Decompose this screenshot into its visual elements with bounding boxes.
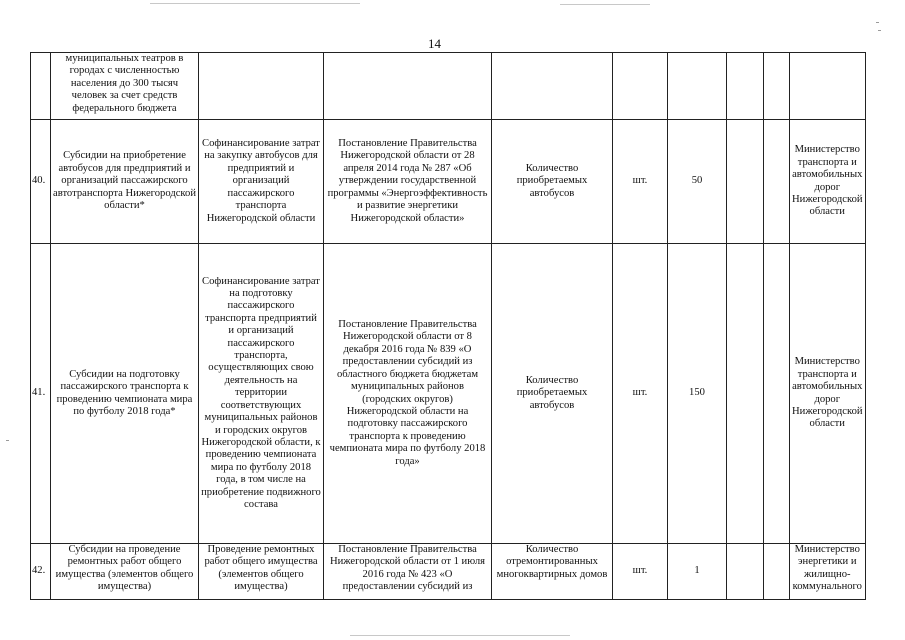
ministry xyxy=(790,53,866,120)
row-number xyxy=(31,53,51,120)
subsidy-name: Субсидии на проведение ремонтных работ общего имущества (элементов общего имущества) xyxy=(51,544,199,600)
row-number: 41. xyxy=(31,244,51,544)
scan-artifact xyxy=(350,635,570,636)
unit xyxy=(613,53,668,120)
row-number: 42. xyxy=(31,544,51,600)
indicator: Количество приобретаемых автобусов xyxy=(492,244,613,544)
legal-document: Постановление Правительства Нижегородской области от 8 декабря 2016 года № 839 «О предоставлении субсидий из областного бюджета бюджетам муниципальных районов (городских округов) Нижегородской области на подготовку пассажирского транспорта к проведению чемпионата мира по футболу 2018 года» xyxy=(324,244,492,544)
subsidy-purpose: Софинансирование затрат на подготовку пассажирского транспорта предприятий и организаций пассажирского транспорта, осуществляющих свою деятельность на территории соответствующих муниципальных районов и городских округов Нижегородской области, к проведению чемпионата мира по футболу 2018 года, в том числе на приобретение подвижного состава xyxy=(199,244,324,544)
table-row xyxy=(31,244,866,544)
empty-cell xyxy=(764,53,790,120)
subsidy-name: муниципальных театров в городах с численностью населения до 300 тысяч человек за счет средств федерального бюджета xyxy=(51,53,199,120)
unit: шт. xyxy=(613,244,668,544)
empty-cell xyxy=(764,120,790,244)
scan-artifact xyxy=(878,30,881,31)
unit: шт. xyxy=(613,120,668,244)
unit: шт. xyxy=(613,544,668,600)
target-value: 150 xyxy=(668,244,727,544)
scan-artifact xyxy=(876,22,879,23)
empty-cell xyxy=(764,244,790,544)
table-row xyxy=(31,544,866,600)
table-row xyxy=(31,120,866,244)
empty-cell xyxy=(727,53,764,120)
subsidy-purpose: Софинансирование затрат на закупку автобусов для предприятий и организаций пассажирского транспорта Нижегородской области xyxy=(199,120,324,244)
scan-artifact xyxy=(6,440,9,441)
empty-cell xyxy=(727,544,764,600)
subsidies-table xyxy=(30,52,866,600)
target-value xyxy=(668,53,727,120)
subsidy-purpose: Проведение ремонтных работ общего имущества (элементов общего имущества) xyxy=(199,544,324,600)
indicator xyxy=(492,53,613,120)
legal-document: Постановление Правительства Нижегородской области от 1 июля 2016 года № 423 «О предоставлении субсидий из xyxy=(324,544,492,600)
scan-artifact xyxy=(150,3,360,4)
indicator: Количество приобретаемых автобусов xyxy=(492,120,613,244)
ministry: Министерство энергетики и жилищно-коммунального xyxy=(790,544,866,600)
subsidy-name: Субсидии на подготовку пассажирского транспорта к проведению чемпионата мира по футболу 2018 года* xyxy=(51,244,199,544)
scan-artifact xyxy=(560,4,650,5)
subsidy-name: Субсидии на приобретение автобусов для предприятий и организаций пассажирского автотранспорта Нижегородской области* xyxy=(51,120,199,244)
ministry: Министерство транспорта и автомобильных дорог Нижегородской области xyxy=(790,120,866,244)
target-value: 50 xyxy=(668,120,727,244)
legal-document: Постановление Правительства Нижегородской области от 28 апреля 2014 года № 287 «Об утверждении государственной программы «Энергоэффективность и развитие энергетики Нижегородской области» xyxy=(324,120,492,244)
empty-cell xyxy=(727,244,764,544)
subsidy-purpose xyxy=(199,53,324,120)
legal-document xyxy=(324,53,492,120)
table-row xyxy=(31,53,866,120)
target-value: 1 xyxy=(668,544,727,600)
indicator: Количество отремонтированных многоквартирных домов xyxy=(492,544,613,600)
row-number: 40. xyxy=(31,120,51,244)
empty-cell xyxy=(764,544,790,600)
page-number: 14 xyxy=(428,36,441,51)
empty-cell xyxy=(727,120,764,244)
ministry: Министерство транспорта и автомобильных дорог Нижегородской области xyxy=(790,244,866,544)
